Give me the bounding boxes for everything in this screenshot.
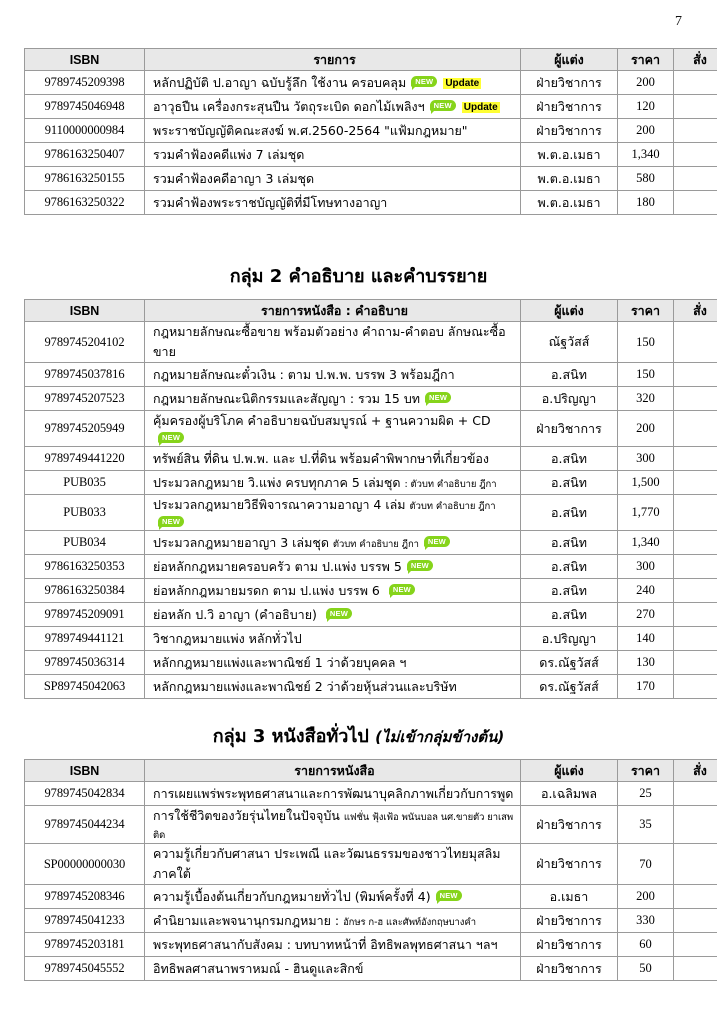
book-title: ทรัพย์สิน ที่ดิน ป.พ.พ. และ ป.ที่ดิน พร้อมคำพิพากษาที่เกี่ยวข้อง	[153, 450, 490, 466]
table-row	[25, 143, 717, 167]
cell-price: 120	[618, 95, 674, 119]
cell-order-input[interactable]	[674, 119, 717, 143]
table-header-row	[25, 760, 717, 782]
table-row	[25, 885, 717, 909]
new-badge-icon: NEW	[436, 890, 462, 901]
new-badge-icon: NEW	[389, 584, 415, 595]
cell-author: ฝ่ายวิชาการ	[521, 95, 618, 119]
cell-isbn: 9789749441121	[25, 627, 145, 651]
cell-order-input[interactable]	[674, 909, 717, 933]
table-row	[25, 651, 717, 675]
column-header-isbn: ISBN	[25, 760, 145, 782]
table-row	[25, 933, 717, 957]
cell-author: อ.สนิท	[521, 603, 618, 627]
section-3-heading-sub: (ไม่เข้ากลุ่มข้างต้น)	[375, 728, 505, 746]
cell-author: อ.สนิท	[521, 447, 618, 471]
book-subtitle-note: แฟชั่น ฟุ้งเฟ้อ พนันบอล นศ.ขายตัว ยาเสพติด	[153, 812, 513, 841]
cell-isbn: 9789745207523	[25, 387, 145, 411]
column-header-title: รายการ	[145, 49, 521, 71]
cell-isbn: PUB034	[25, 531, 145, 555]
page-number: 7	[675, 14, 682, 29]
cell-author: ฝ่ายวิชาการ	[521, 71, 618, 95]
cell-title	[145, 844, 521, 885]
book-title: อาวุธปืน เครื่องกระสุนปืน วัตถุระเบิด ดอกไม้เพลิงฯ	[153, 98, 425, 114]
book-title: คำนิยามและพจนานุกรมกฎหมาย :	[153, 912, 344, 928]
cell-author: อ.สนิท	[521, 495, 618, 531]
cell-author: อ.เฉลิมพล	[521, 782, 618, 806]
cell-title	[145, 651, 521, 675]
table-row	[25, 495, 717, 531]
book-title: รวมคำฟ้องพระราชบัญญัติที่มีโทษทางอาญา	[153, 194, 388, 210]
cell-title	[145, 71, 521, 95]
cell-isbn: 9789745203181	[25, 933, 145, 957]
cell-isbn: 9786163250322	[25, 191, 145, 215]
cell-title	[145, 447, 521, 471]
book-subtitle-note: : ตัวบท คำอธิบาย ฎีกา	[404, 478, 497, 490]
book-subtitle-note: ตัวบท คำอธิบาย ฎีกา	[409, 501, 496, 512]
book-title: รวมคำฟ้องคดีอาญา 3 เล่มชุด	[153, 170, 315, 186]
cell-isbn: 9789745205949	[25, 411, 145, 447]
book-title: พระพุทธศาสนากับสังคม : บทบาทหน้าที่ อิทธิพลพุทธศาสนา ฯลฯ	[153, 936, 498, 952]
cell-price: 1,340	[618, 143, 674, 167]
cell-isbn: 9786163250353	[25, 555, 145, 579]
cell-price: 240	[618, 579, 674, 603]
book-title: หลักปฏิบัติ ป.อาญา ฉบับรู้ลึก ใช้งาน ครอบคลุม	[153, 74, 407, 90]
cell-order-input[interactable]	[674, 471, 717, 495]
cell-price: 200	[618, 71, 674, 95]
cell-author: ฝ่ายวิชาการ	[521, 411, 618, 447]
table-header-row	[25, 300, 717, 322]
table-row	[25, 191, 717, 215]
cell-author: พ.ต.อ.เมธา	[521, 191, 618, 215]
update-badge: Update	[463, 101, 498, 113]
book-title: การใช้ชีวิตของวัยรุ่นไทยในปัจจุบัน	[153, 808, 344, 823]
cell-isbn: PUB033	[25, 495, 145, 531]
cell-price: 300	[618, 555, 674, 579]
column-header-author: ผู้แต่ง	[521, 300, 618, 322]
cell-order-input[interactable]	[674, 885, 717, 909]
new-badge-icon: NEW	[158, 432, 184, 443]
cell-title	[145, 627, 521, 651]
column-header-price: ราคา	[618, 760, 674, 782]
cell-order-input[interactable]	[674, 806, 717, 844]
cell-order-input[interactable]	[674, 603, 717, 627]
cell-order-input[interactable]	[674, 387, 717, 411]
book-title: กฎหมายลักษณะซื้อขาย พร้อมตัวอย่าง คำถาม-คำตอบ ลักษณะซื้อขาย	[153, 324, 506, 359]
cell-author: ฝ่ายวิชาการ	[521, 844, 618, 885]
update-badge: Update	[445, 77, 480, 89]
cell-author: อ.ปริญญา	[521, 387, 618, 411]
cell-order-input[interactable]	[674, 167, 717, 191]
cell-price: 1,500	[618, 471, 674, 495]
cell-isbn: 9789745042834	[25, 782, 145, 806]
cell-order-input[interactable]	[674, 651, 717, 675]
section-1-table	[24, 48, 717, 215]
column-header-title: รายการหนังสือ : คำอธิบาย	[145, 300, 521, 322]
cell-title	[145, 411, 521, 447]
new-badge-icon: NEW	[430, 100, 456, 111]
cell-price: 320	[618, 387, 674, 411]
table-row	[25, 447, 717, 471]
section-3-heading	[24, 728, 693, 746]
book-title: หลักกฎหมายแพ่งและพาณิชย์ 1 ว่าด้วยบุคคล ฯ	[153, 654, 407, 670]
new-badge-icon: NEW	[411, 76, 437, 87]
book-title: ความรู้เบื้องต้นเกี่ยวกับกฎหมายทั่วไป (พิมพ์ครั้งที่ 4)	[153, 888, 431, 904]
cell-title	[145, 675, 521, 699]
cell-title	[145, 387, 521, 411]
cell-order-input[interactable]	[674, 363, 717, 387]
table-row	[25, 909, 717, 933]
cell-order-input[interactable]	[674, 143, 717, 167]
cell-price: 25	[618, 782, 674, 806]
column-header-title: รายการหนังสือ	[145, 760, 521, 782]
cell-price: 60	[618, 933, 674, 957]
cell-isbn: 9786163250155	[25, 167, 145, 191]
cell-price: 270	[618, 603, 674, 627]
cell-order-input[interactable]	[674, 531, 717, 555]
cell-author: อ.สนิท	[521, 363, 618, 387]
book-subtitle-note: อักษร ก-ฮ และศัพท์อังกฤษบางคำ	[343, 916, 476, 928]
column-header-price: ราคา	[618, 49, 674, 71]
section-2-table-body	[25, 322, 717, 699]
table-row	[25, 411, 717, 447]
table-row	[25, 806, 717, 844]
cell-title	[145, 167, 521, 191]
book-title: รวมคำฟ้องคดีแพ่ง 7 เล่มชุด	[153, 146, 305, 162]
book-title: หลักกฎหมายแพ่งและพาณิชย์ 2 ว่าด้วยหุ้นส่วนและบริษัท	[153, 678, 457, 694]
table-row	[25, 579, 717, 603]
section-2-table	[24, 299, 717, 699]
cell-author: อ.สนิท	[521, 471, 618, 495]
book-title: การเผยแพร่พระพุทธศาสนาและการพัฒนาบุคลิกภาพเกี่ยวกับการพูด	[153, 785, 514, 801]
table-row	[25, 627, 717, 651]
table-header-row	[25, 49, 717, 71]
cell-order-input[interactable]	[674, 555, 717, 579]
cell-price: 1,340	[618, 531, 674, 555]
cell-title	[145, 933, 521, 957]
cell-price: 70	[618, 844, 674, 885]
cell-author: ณัฐวัสส์	[521, 322, 618, 363]
cell-isbn: 9789745209398	[25, 71, 145, 95]
new-badge-icon: NEW	[158, 516, 184, 527]
column-header-isbn: ISBN	[25, 300, 145, 322]
cell-author: ฝ่ายวิชาการ	[521, 909, 618, 933]
cell-author: พ.ต.อ.เมธา	[521, 167, 618, 191]
cell-isbn: 9789745037816	[25, 363, 145, 387]
cell-author: อ.เมธา	[521, 885, 618, 909]
table-row	[25, 387, 717, 411]
table-row	[25, 957, 717, 981]
cell-price: 130	[618, 651, 674, 675]
cell-price: 150	[618, 322, 674, 363]
section-2-table-head	[25, 300, 717, 322]
cell-order-input[interactable]	[674, 627, 717, 651]
cell-title	[145, 95, 521, 119]
book-title: ย่อหลักกฎหมายครอบครัว ตาม ป.แพ่ง บรรพ 5	[153, 558, 402, 574]
section-3-table-head	[25, 760, 717, 782]
cell-order-input[interactable]	[674, 844, 717, 885]
cell-title	[145, 782, 521, 806]
cell-title	[145, 322, 521, 363]
cell-isbn: 9786163250384	[25, 579, 145, 603]
table-row	[25, 167, 717, 191]
cell-price: 180	[618, 191, 674, 215]
cell-isbn: 9789745041233	[25, 909, 145, 933]
book-title: วิชากฎหมายแพ่ง หลักทั่วไป	[153, 630, 302, 646]
new-badge-icon: NEW	[424, 536, 450, 547]
cell-order-input[interactable]	[674, 782, 717, 806]
cell-title	[145, 495, 521, 531]
cell-author: ฝ่ายวิชาการ	[521, 119, 618, 143]
cell-price: 50	[618, 957, 674, 981]
cell-order-input[interactable]	[674, 579, 717, 603]
section-2-heading-wrapper	[24, 268, 693, 286]
cell-isbn: 9789749441220	[25, 447, 145, 471]
cell-title	[145, 603, 521, 627]
cell-title	[145, 143, 521, 167]
section-1-table-head	[25, 49, 717, 71]
cell-order-input[interactable]	[674, 675, 717, 699]
table-row	[25, 675, 717, 699]
table-row	[25, 603, 717, 627]
cell-title	[145, 885, 521, 909]
cell-order-input[interactable]	[674, 495, 717, 531]
cell-title	[145, 191, 521, 215]
cell-price: 200	[618, 411, 674, 447]
table-row	[25, 119, 717, 143]
column-header-isbn: ISBN	[25, 49, 145, 71]
cell-isbn: 9789745045552	[25, 957, 145, 981]
cell-author: ดร.ณัฐวัสส์	[521, 651, 618, 675]
book-title: ประมวลกฎหมายวิธีพิจารณาความอาญา 4 เล่ม	[153, 497, 410, 512]
cell-isbn: 9789745208346	[25, 885, 145, 909]
book-title: อิทธิพลศาสนาพราหมณ์ - ฮินดูและสิกข์	[153, 960, 364, 976]
cell-title	[145, 579, 521, 603]
table-row	[25, 363, 717, 387]
cell-author: อ.สนิท	[521, 579, 618, 603]
book-title: พระราชบัญญัติคณะสงฆ์ พ.ศ.2560-2564 "แฟ้มกฎหมาย"	[153, 122, 468, 138]
new-badge-icon: NEW	[326, 608, 352, 619]
cell-order-input[interactable]	[674, 71, 717, 95]
cell-price: 35	[618, 806, 674, 844]
cell-order-input[interactable]	[674, 95, 717, 119]
cell-isbn: 9789745036314	[25, 651, 145, 675]
cell-isbn: 9789745209091	[25, 603, 145, 627]
cell-isbn: 9786163250407	[25, 143, 145, 167]
cell-isbn: 9789745046948	[25, 95, 145, 119]
cell-author: อ.สนิท	[521, 555, 618, 579]
section-3-heading-wrapper	[24, 728, 693, 746]
cell-order-input[interactable]	[674, 933, 717, 957]
section-1-table-body	[25, 71, 717, 215]
section-3-table-body	[25, 782, 717, 981]
table-row	[25, 782, 717, 806]
cell-isbn: PUB035	[25, 471, 145, 495]
new-badge-icon: NEW	[425, 392, 451, 403]
cell-price: 300	[618, 447, 674, 471]
book-title: กฎหมายลักษณะตั๋วเงิน : ตาม ป.พ.พ. บรรพ 3 พร้อมฎีกา	[153, 366, 455, 382]
cell-price: 330	[618, 909, 674, 933]
table-row	[25, 95, 717, 119]
book-subtitle-note: ตัวบท คำอธิบาย ฎีกา	[332, 538, 419, 550]
cell-isbn: SP89745042063	[25, 675, 145, 699]
book-title: ความรู้เกี่ยวกับศาสนา ประเพณี และวัฒนธรรมของชาวไทยมุสลิมภาคใต้	[153, 846, 501, 881]
cell-price: 1,770	[618, 495, 674, 531]
cell-title	[145, 555, 521, 579]
column-header-order: สั่ง	[674, 300, 717, 322]
cell-isbn: SP00000000030	[25, 844, 145, 885]
book-title: กฎหมายลักษณะนิติกรรมและสัญญา : รวม 15 บท	[153, 390, 420, 406]
table-row	[25, 531, 717, 555]
cell-title	[145, 363, 521, 387]
cell-price: 150	[618, 363, 674, 387]
cell-title	[145, 471, 521, 495]
cell-title	[145, 957, 521, 981]
section-3-table	[24, 759, 717, 981]
cell-price: 170	[618, 675, 674, 699]
section-2-table-wrapper	[24, 299, 717, 699]
cell-author: ดร.ณัฐวัสส์	[521, 675, 618, 699]
book-title: ประมวลกฎหมาย วิ.แพ่ง ครบทุกภาค 5 เล่มชุด	[153, 474, 405, 490]
cell-price: 140	[618, 627, 674, 651]
section-2-heading	[24, 268, 693, 286]
cell-isbn: 9789745204102	[25, 322, 145, 363]
cell-price: 200	[618, 885, 674, 909]
cell-isbn: 9789745044234	[25, 806, 145, 844]
book-title: คุ้มครองผู้บริโภค คำอธิบายฉบับสมบูรณ์ + ฐานความผิด + CD	[153, 413, 491, 428]
cell-author: อ.สนิท	[521, 531, 618, 555]
cell-author: ฝ่ายวิชาการ	[521, 806, 618, 844]
cell-isbn: 9110000000984	[25, 119, 145, 143]
column-header-price: ราคา	[618, 300, 674, 322]
table-row	[25, 844, 717, 885]
section-1-table-wrapper	[24, 48, 717, 215]
section-3-table-wrapper	[24, 759, 717, 981]
book-title: ย่อหลักกฎหมายมรดก ตาม ป.แพ่ง บรรพ 6	[153, 582, 384, 598]
cell-author: พ.ต.อ.เมธา	[521, 143, 618, 167]
cell-order-input[interactable]	[674, 191, 717, 215]
cell-title	[145, 806, 521, 844]
new-badge-icon: NEW	[407, 560, 433, 571]
table-row	[25, 71, 717, 95]
cell-price: 200	[618, 119, 674, 143]
cell-price: 580	[618, 167, 674, 191]
cell-title	[145, 531, 521, 555]
book-title: ย่อหลัก ป.วิ อาญา (คำอธิบาย)	[153, 606, 321, 622]
column-header-order: สั่ง	[674, 760, 717, 782]
cell-author: ฝ่ายวิชาการ	[521, 957, 618, 981]
column-header-author: ผู้แต่ง	[521, 760, 618, 782]
cell-author: อ.ปริญญา	[521, 627, 618, 651]
cell-order-input[interactable]	[674, 322, 717, 363]
table-row	[25, 471, 717, 495]
cell-title	[145, 119, 521, 143]
table-row	[25, 555, 717, 579]
cell-author: ฝ่ายวิชาการ	[521, 933, 618, 957]
section-2-heading-text: กลุ่ม 2 คำอธิบาย และคำบรรยาย	[229, 266, 488, 287]
column-header-order: สั่ง	[674, 49, 717, 71]
cell-title	[145, 909, 521, 933]
cell-order-input[interactable]	[674, 447, 717, 471]
cell-order-input[interactable]	[674, 411, 717, 447]
book-title: ประมวลกฎหมายอาญา 3 เล่มชุด	[153, 534, 333, 550]
column-header-author: ผู้แต่ง	[521, 49, 618, 71]
table-row	[25, 322, 717, 363]
section-3-heading-text: กลุ่ม 3 หนังสือทั่วไป	[212, 726, 376, 747]
cell-order-input[interactable]	[674, 957, 717, 981]
